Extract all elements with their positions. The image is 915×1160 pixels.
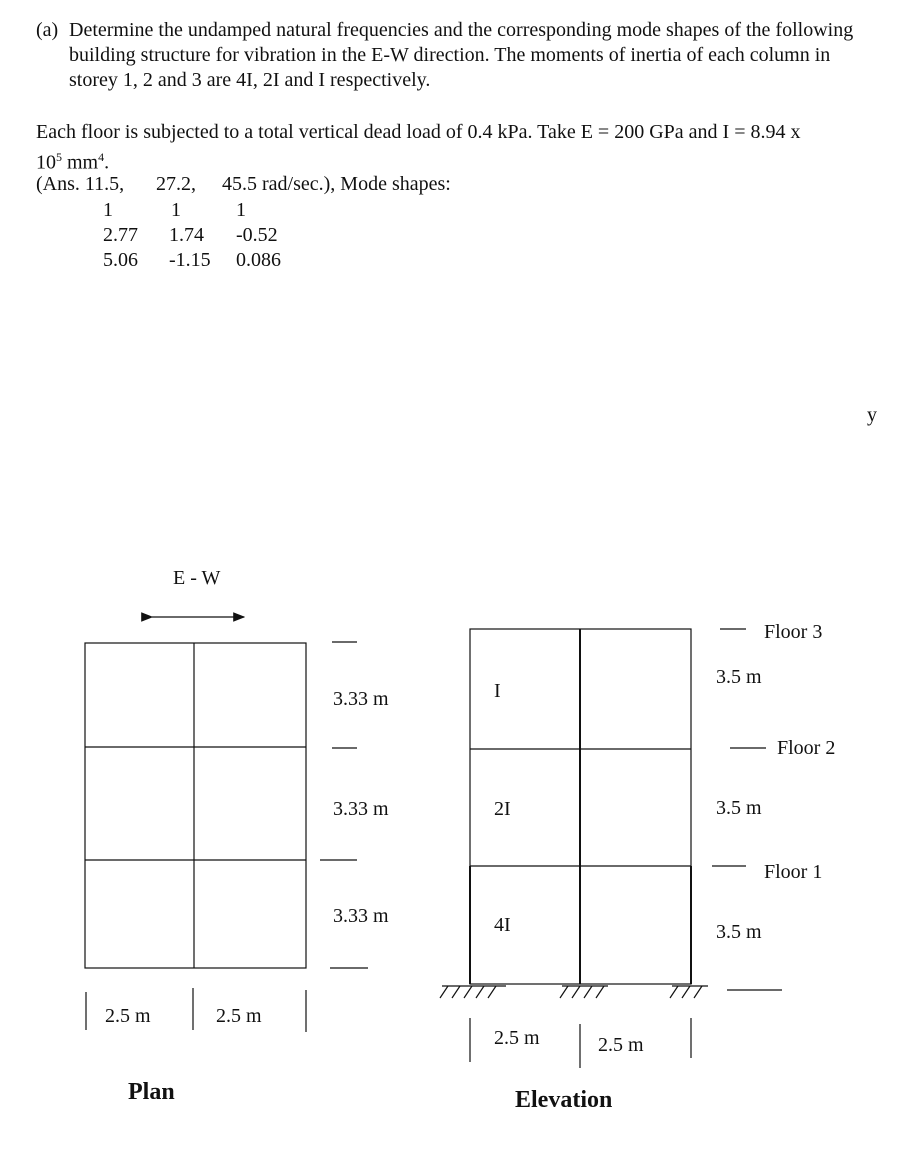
answer-prefix: (Ans. 11.5,: [36, 173, 125, 195]
plan-depth-2: 3.33 m: [333, 798, 389, 820]
mode-2-3: -0.52: [236, 224, 278, 246]
mode-2-1: 2.77: [103, 224, 138, 246]
plan-width-1: 2.5 m: [105, 1005, 151, 1027]
elev-width-2: 2.5 m: [598, 1034, 644, 1056]
storey-height-3: 3.5 m: [716, 666, 762, 688]
plan-outline: [85, 643, 306, 968]
inertia-storey-2: 2I: [494, 798, 511, 820]
given-line-1: Each floor is subjected to a total vertical dead load of 0.4 kPa. Take E = 200 GPa and I = 8.94 x: [36, 121, 801, 143]
floor-1-label: Floor 1: [764, 861, 823, 883]
storey-height-1: 3.5 m: [716, 921, 762, 943]
inertia-storey-3: I: [494, 680, 501, 702]
storey-height-2: 3.5 m: [716, 797, 762, 819]
plan-width-2: 2.5 m: [216, 1005, 262, 1027]
elev-width-1: 2.5 m: [494, 1027, 540, 1049]
mode-3-1: 5.06: [103, 249, 138, 271]
given-end: .: [104, 151, 110, 174]
plan-depth-1: 3.33 m: [333, 688, 389, 710]
answer-f3: 45.5 rad/sec.), Mode shapes:: [222, 173, 451, 195]
question-text: Determine the undamped natural frequencies and the corresponding mode shapes of the following building structure for vibration in the E-W direction. The moments of inertia of each column in storey 1, 2 and 3 are 4I, 2I and I respectively.: [69, 19, 854, 91]
elevation-caption: Elevation: [515, 1087, 613, 1113]
support-left: [440, 986, 506, 998]
support-right: [670, 986, 708, 998]
mode-1-3: 1: [236, 199, 246, 221]
mode-1-2: 1: [171, 199, 181, 221]
mode-2-2: 1.74: [169, 224, 204, 246]
floor-3-label: Floor 3: [764, 621, 823, 643]
mode-3-2: -1.15: [169, 249, 211, 271]
answer-f2: 27.2,: [156, 173, 196, 195]
floor-2-label: Floor 2: [777, 737, 836, 759]
plan-direction-label: E - W: [173, 567, 221, 589]
mode-1-1: 1: [103, 199, 113, 221]
given-unit-exp: 4: [98, 150, 105, 164]
stray-letter: y: [867, 404, 877, 426]
inertia-storey-1: 4I: [494, 914, 511, 936]
given-base: 10: [36, 151, 56, 174]
support-middle: [560, 986, 608, 998]
mode-3-3: 0.086: [236, 249, 281, 271]
plan-depth-3: 3.33 m: [333, 905, 389, 927]
given-unit: mm: [62, 151, 99, 174]
given-exp: 5: [56, 150, 62, 164]
question-label: (a): [36, 19, 59, 41]
plan-caption: Plan: [128, 1079, 175, 1105]
